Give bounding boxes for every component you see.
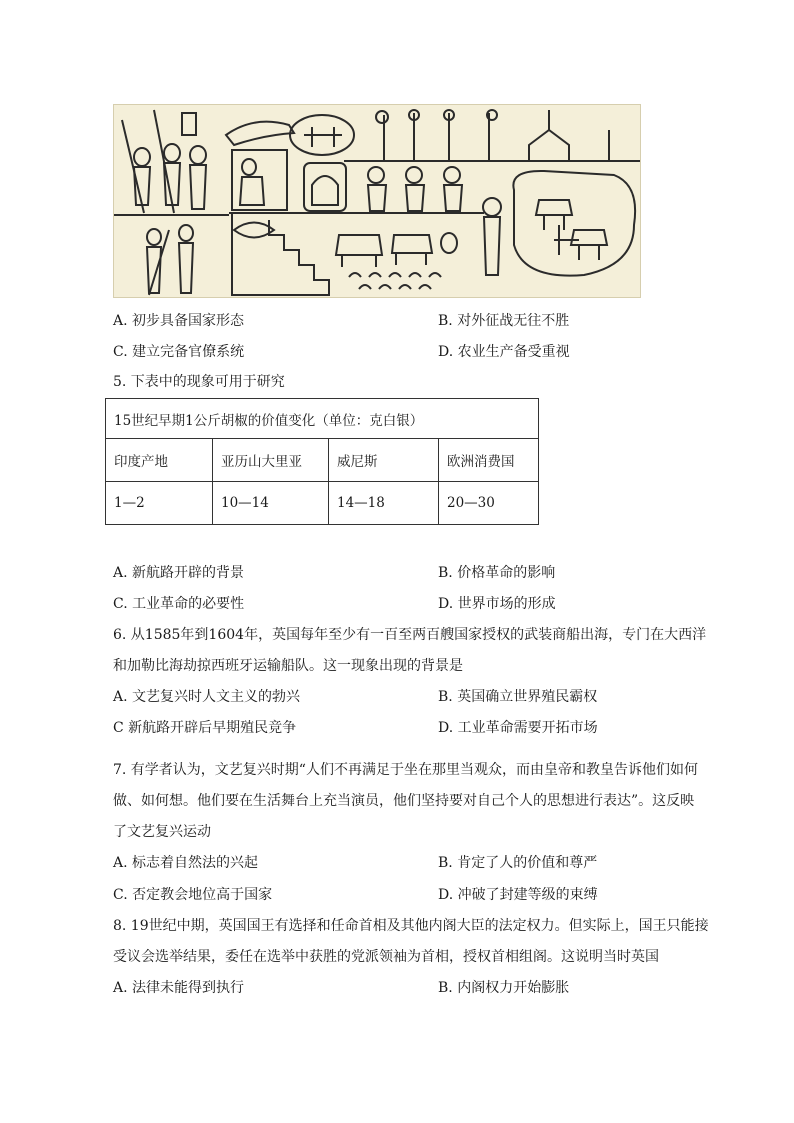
table-value-cell: 10—14 (213, 482, 329, 525)
table-header-cell: 印度产地 (106, 439, 213, 482)
q6-option-c: C 新航路开辟后早期殖民竞争 (113, 720, 297, 736)
q6-option-d: D. 工业革命需要开拓市场 (438, 720, 598, 736)
ancient-relief-image (113, 104, 641, 298)
q5-option-c: C. 工业革命的必要性 (113, 596, 245, 612)
table-row (106, 482, 539, 525)
q5-option-a: A. 新航路开辟的背景 (113, 565, 245, 581)
table-caption: 15世纪早期1公斤胡椒的价值变化（单位：克白银） (106, 399, 539, 439)
q8-option-b: B. 内阁权力开始膨胀 (438, 980, 570, 996)
pepper-price-table (105, 398, 539, 525)
q7-stem-line1: 7. 有学者认为，文艺复兴时期“人们不再满足于坐在那里当观众，而由皇帝和教皇告诉他们如何 (113, 762, 698, 778)
q6-option-a: A. 文艺复兴时人文主义的勃兴 (113, 689, 301, 705)
q6-stem-line2: 和加勒比海劫掠西班牙运输船队。这一现象出现的背景是 (113, 658, 463, 674)
q7-option-b: B. 肯定了人的价值和尊严 (438, 855, 598, 871)
table-header-row (106, 439, 539, 482)
q7-option-d: D. 冲破了封建等级的束缚 (438, 887, 598, 903)
table-value-cell: 20—30 (439, 482, 539, 525)
q7-stem-line2: 做、如何想。他们要在生活舞台上充当演员，他们坚持要对自己个人的思想进行表达”。这反映 (113, 793, 695, 809)
q5-stem: 5. 下表中的现象可用于研究 (113, 374, 285, 390)
q6-option-b: B. 英国确立世界殖民霸权 (438, 689, 598, 705)
q7-option-c: C. 否定教会地位高于国家 (113, 887, 273, 903)
table-value-cell: 1—2 (106, 482, 213, 525)
table-header-cell: 威尼斯 (329, 439, 439, 482)
q5-option-d: D. 世界市场的形成 (438, 596, 556, 612)
q8-option-a: A. 法律未能得到执行 (113, 980, 245, 996)
q5-option-b: B. 价格革命的影响 (438, 565, 556, 581)
q4-option-b: B. 对外征战无往不胜 (438, 313, 570, 329)
table-caption-row (106, 399, 539, 439)
q7-option-a: A. 标志着自然法的兴起 (113, 855, 259, 871)
q8-stem-line2: 受议会选举结果，委任在选举中获胜的党派领袖为首相，授权首相组阁。这说明当时英国 (113, 949, 659, 965)
q4-option-d: D. 农业生产备受重视 (438, 344, 570, 360)
q4-option-a: A. 初步具备国家形态 (113, 313, 245, 329)
q4-option-c: C. 建立完备官僚系统 (113, 344, 245, 360)
table-header-cell: 欧洲消费国 (439, 439, 539, 482)
q8-stem-line1: 8. 19世纪中期，英国国王有选择和任命首相及其他内阁大臣的法定权力。但实际上，国王只能接 (113, 918, 709, 934)
table-header-cell: 亚历山大里亚 (213, 439, 329, 482)
q6-stem-line1: 6. 从1585年到1604年，英国每年至少有一百至两百艘国家授权的武装商船出海，专门在大西洋 (113, 627, 707, 643)
q7-stem-line3: 了文艺复兴运动 (113, 824, 211, 840)
table-value-cell: 14—18 (329, 482, 439, 525)
